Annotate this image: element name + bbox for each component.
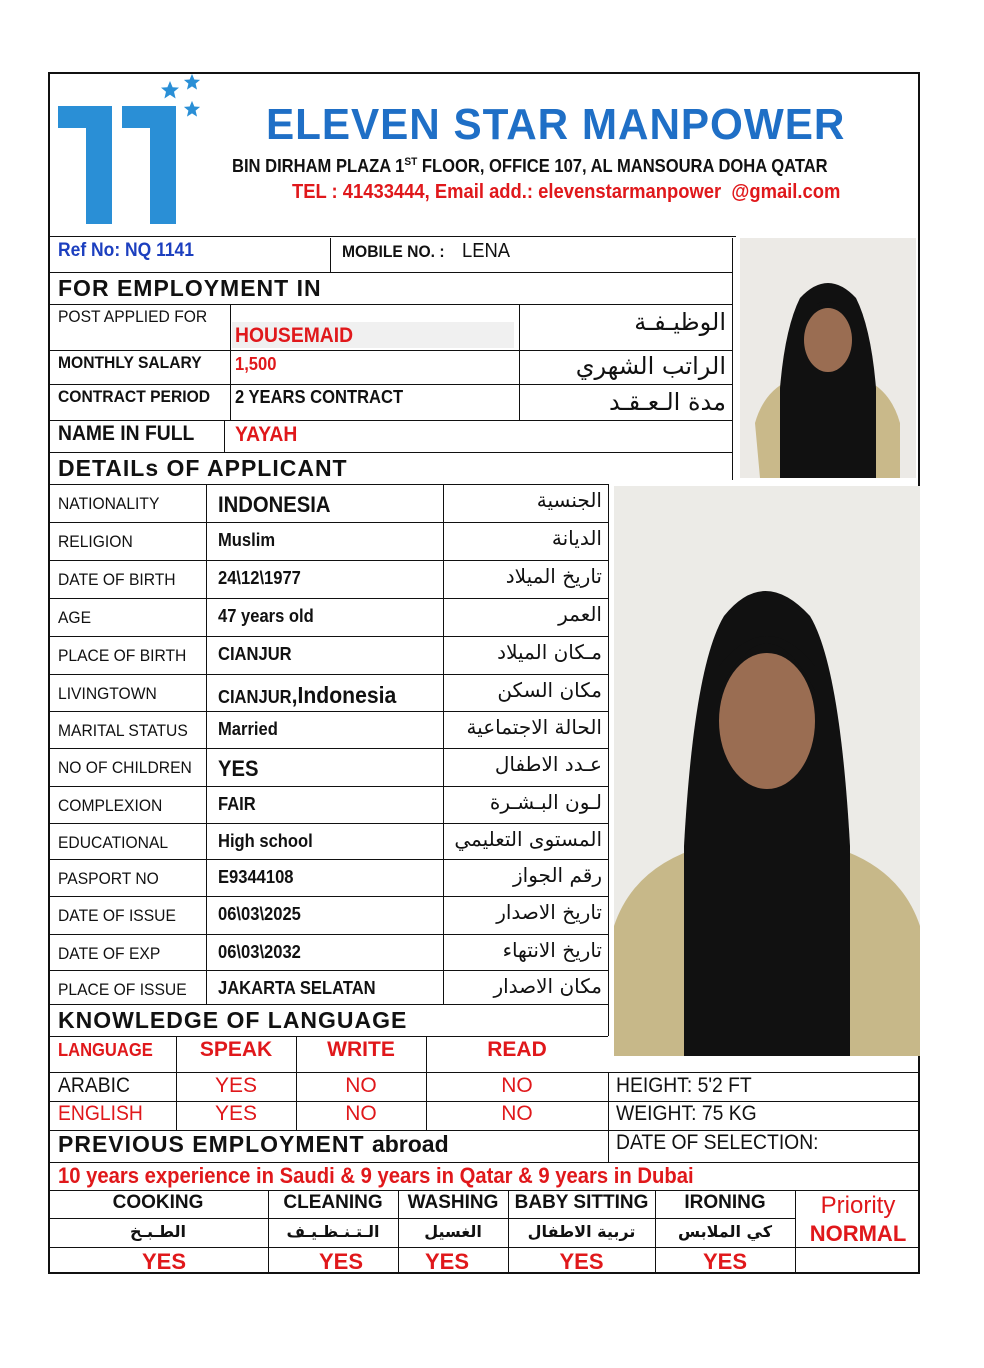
previous-employment-title [58, 1131, 449, 1158]
skill-cleaning-arabic: الـتـنـظـيـف [286, 1222, 380, 1241]
detail-label: RELIGION [58, 532, 133, 551]
skill-cleaning-label: CLEANING [283, 1192, 383, 1213]
detail-value [218, 644, 292, 665]
lang-english-speak: YES [214, 1102, 258, 1125]
detail-value-text: 47 years old [218, 606, 314, 626]
detail-value [218, 530, 275, 551]
detail-label: MARITAL STATUS [58, 721, 188, 740]
detail-label: COMPLEXION [58, 796, 163, 815]
detail-label: DATE OF ISSUE [58, 906, 176, 925]
detail-label: EDUCATIONAL [58, 833, 169, 852]
skill-babysitting-value: YES [559, 1249, 604, 1274]
detail-arabic: لـون البـشـرة [489, 790, 602, 814]
skill-babysitting-label: BABY SITTING [514, 1192, 649, 1213]
name-label: NAME IN FULL [58, 422, 195, 445]
detail-arabic: العمر [558, 602, 602, 626]
mobile-value: LENA [462, 240, 511, 262]
contract-value: 2 YEARS CONTRACT [235, 387, 404, 407]
skill-washing-value: YES [424, 1249, 470, 1274]
skill-ironing-value: YES [702, 1249, 748, 1274]
skill-cooking-value: YES [141, 1249, 187, 1274]
priority-value: NORMAL [809, 1221, 907, 1246]
star-icon [183, 73, 201, 91]
detail-label: PLACE OF BIRTH [58, 646, 187, 665]
detail-arabic: مكان الاصدار [493, 974, 602, 998]
lang-english: ENGLISH [58, 1102, 143, 1125]
detail-value-text: INDONESIA [218, 492, 331, 517]
row-divider [48, 970, 608, 971]
selection-date-label: DATE OF SELECTION: [616, 1131, 819, 1154]
detail-value [218, 719, 278, 740]
detail-arabic: الحالة الاجتماعية [466, 715, 602, 739]
post-value: HOUSEMAID [235, 324, 354, 347]
row-divider [48, 711, 608, 712]
detail-value [218, 606, 314, 627]
detail-value [218, 756, 259, 782]
row-divider [48, 522, 608, 523]
previous-title-rest: abroad [371, 1131, 449, 1157]
height-value: HEIGHT: 5'2 FT [616, 1074, 752, 1097]
priority-label: Priority [820, 1192, 896, 1219]
row-divider [48, 859, 608, 860]
language-title: KNOWLEDGE OF LANGUAGE [58, 1007, 408, 1033]
lang-english-write: NO [345, 1102, 377, 1125]
detail-value [218, 794, 256, 815]
detail-label: NATIONALITY [58, 494, 160, 513]
weight-value: WEIGHT: 75 KG [616, 1102, 757, 1125]
row-divider [48, 636, 608, 637]
detail-value [218, 867, 294, 888]
company-logo [56, 76, 216, 226]
detail-arabic: مكان السكن [497, 678, 602, 702]
post-arabic: الوظيـفـة [634, 308, 726, 336]
experience-text: 10 years experience in Saudi & 9 years in Qatar & 9 years in Dubai [58, 1163, 694, 1188]
detail-arabic: مـكان الميلاد [497, 640, 602, 664]
language-header-language: LANGUAGE [58, 1040, 153, 1060]
skill-washing-arabic: الغسيل [424, 1222, 482, 1241]
salary-arabic: الراتب الشهري [575, 352, 726, 380]
previous-title-bold: PREVIOUS EMPLOYMENT [58, 1131, 365, 1157]
row-divider [48, 748, 608, 749]
employment-title: FOR EMPLOYMENT IN [58, 275, 322, 301]
detail-arabic: رقم الجواز [513, 863, 602, 887]
row-divider [48, 823, 608, 824]
detail-arabic: الجنسية [536, 488, 602, 512]
row-divider [48, 674, 608, 675]
skill-ironing-arabic: كي الملابس [677, 1222, 773, 1241]
language-header-speak: SPEAK [199, 1038, 273, 1061]
detail-label: DATE OF EXP [58, 944, 161, 963]
detail-value-extra: ,Indonesia [291, 682, 397, 708]
contract-arabic: مدة الـعـقـد [608, 388, 726, 416]
applicant-photo-large [614, 486, 920, 1056]
lang-english-read: NO [501, 1102, 533, 1125]
name-value: YAYAH [235, 423, 298, 446]
detail-value-text: 24\12\1977 [218, 568, 301, 588]
skill-ironing-label: IRONING [684, 1192, 766, 1213]
row-divider [48, 598, 608, 599]
detail-arabic: تاريخ الانتهاء [502, 938, 602, 962]
detail-label: DATE OF BIRTH [58, 570, 176, 589]
company-address [232, 156, 828, 177]
detail-value [218, 682, 396, 709]
skill-washing-label: WASHING [407, 1192, 499, 1213]
detail-label: PLACE OF ISSUE [58, 980, 187, 999]
detail-value [218, 831, 313, 852]
lang-arabic: ARABIC [58, 1074, 130, 1097]
detail-value-text: Muslim [218, 530, 276, 550]
lang-arabic-write: NO [345, 1074, 377, 1097]
star-icon [160, 80, 180, 100]
detail-value [218, 904, 301, 925]
detail-label: NO OF CHILDREN [58, 758, 192, 777]
address-text-rest: FLOOR, OFFICE 107, AL MANSOURA DOHA QATAR [417, 156, 828, 176]
lang-arabic-speak: YES [214, 1074, 258, 1097]
detail-value-text: CIANJUR [218, 644, 292, 664]
detail-arabic: المستوى التعليمي [454, 827, 602, 851]
lang-arabic-read: NO [501, 1074, 533, 1097]
detail-value-text: JAKARTA SELATAN [218, 978, 376, 998]
star-icon [183, 100, 201, 118]
contract-label: CONTRACT PERIOD [58, 387, 211, 406]
company-contact: TEL : 41433444, Email add.: elevenstarmanpower @gmail.com [292, 181, 841, 203]
detail-value [218, 978, 376, 999]
mobile-label: MOBILE NO. : [342, 242, 445, 261]
address-sup: ST [404, 156, 418, 168]
detail-value-text: E9344108 [218, 867, 294, 887]
salary-label: MONTHLY SALARY [58, 353, 202, 372]
detail-arabic: تاريخ الميلاد [505, 564, 602, 588]
detail-value [218, 492, 330, 518]
skill-cooking-arabic: الطـبـخ [129, 1222, 187, 1241]
skill-cleaning-value: YES [318, 1249, 364, 1274]
detail-label: LIVINGTOWN [58, 684, 157, 703]
detail-label: PASPORT NO [58, 869, 159, 888]
post-label: POST APPLIED FOR [58, 307, 208, 326]
company-name: ELEVEN STAR MANPOWER [266, 100, 846, 149]
row-divider [48, 560, 608, 561]
detail-value [218, 942, 301, 963]
detail-value-text: High school [218, 831, 313, 851]
language-header-read: READ [487, 1038, 547, 1061]
skill-babysitting-arabic: تربية الاطفال [527, 1222, 636, 1241]
detail-value-text: Married [218, 719, 278, 739]
language-header-write: WRITE [327, 1038, 395, 1061]
detail-value-text: 06\03\2025 [218, 904, 301, 924]
detail-value-text: YES [218, 756, 259, 781]
detail-value-text: CIANJUR [218, 687, 292, 707]
row-divider [48, 934, 608, 935]
skill-cooking-label: COOKING [112, 1192, 204, 1213]
detail-value-text: 06\03\2032 [218, 942, 301, 962]
detail-arabic: تاريخ الاصدار [496, 900, 602, 924]
salary-value: 1,500 [235, 354, 277, 374]
row-divider [48, 896, 608, 897]
detail-label: AGE [58, 608, 92, 627]
detail-value-text: FAIR [218, 794, 256, 814]
detail-arabic: الديانة [551, 526, 602, 550]
ref-number: Ref No: NQ 1141 [58, 240, 195, 261]
details-title: DETAILs OF APPLICANT [58, 455, 348, 481]
applicant-photo-small [740, 238, 916, 478]
address-text: BIN DIRHAM PLAZA 1 [232, 156, 405, 176]
row-divider [48, 786, 608, 787]
detail-arabic: عـدد الاطفال [494, 752, 602, 776]
detail-value [218, 568, 301, 589]
